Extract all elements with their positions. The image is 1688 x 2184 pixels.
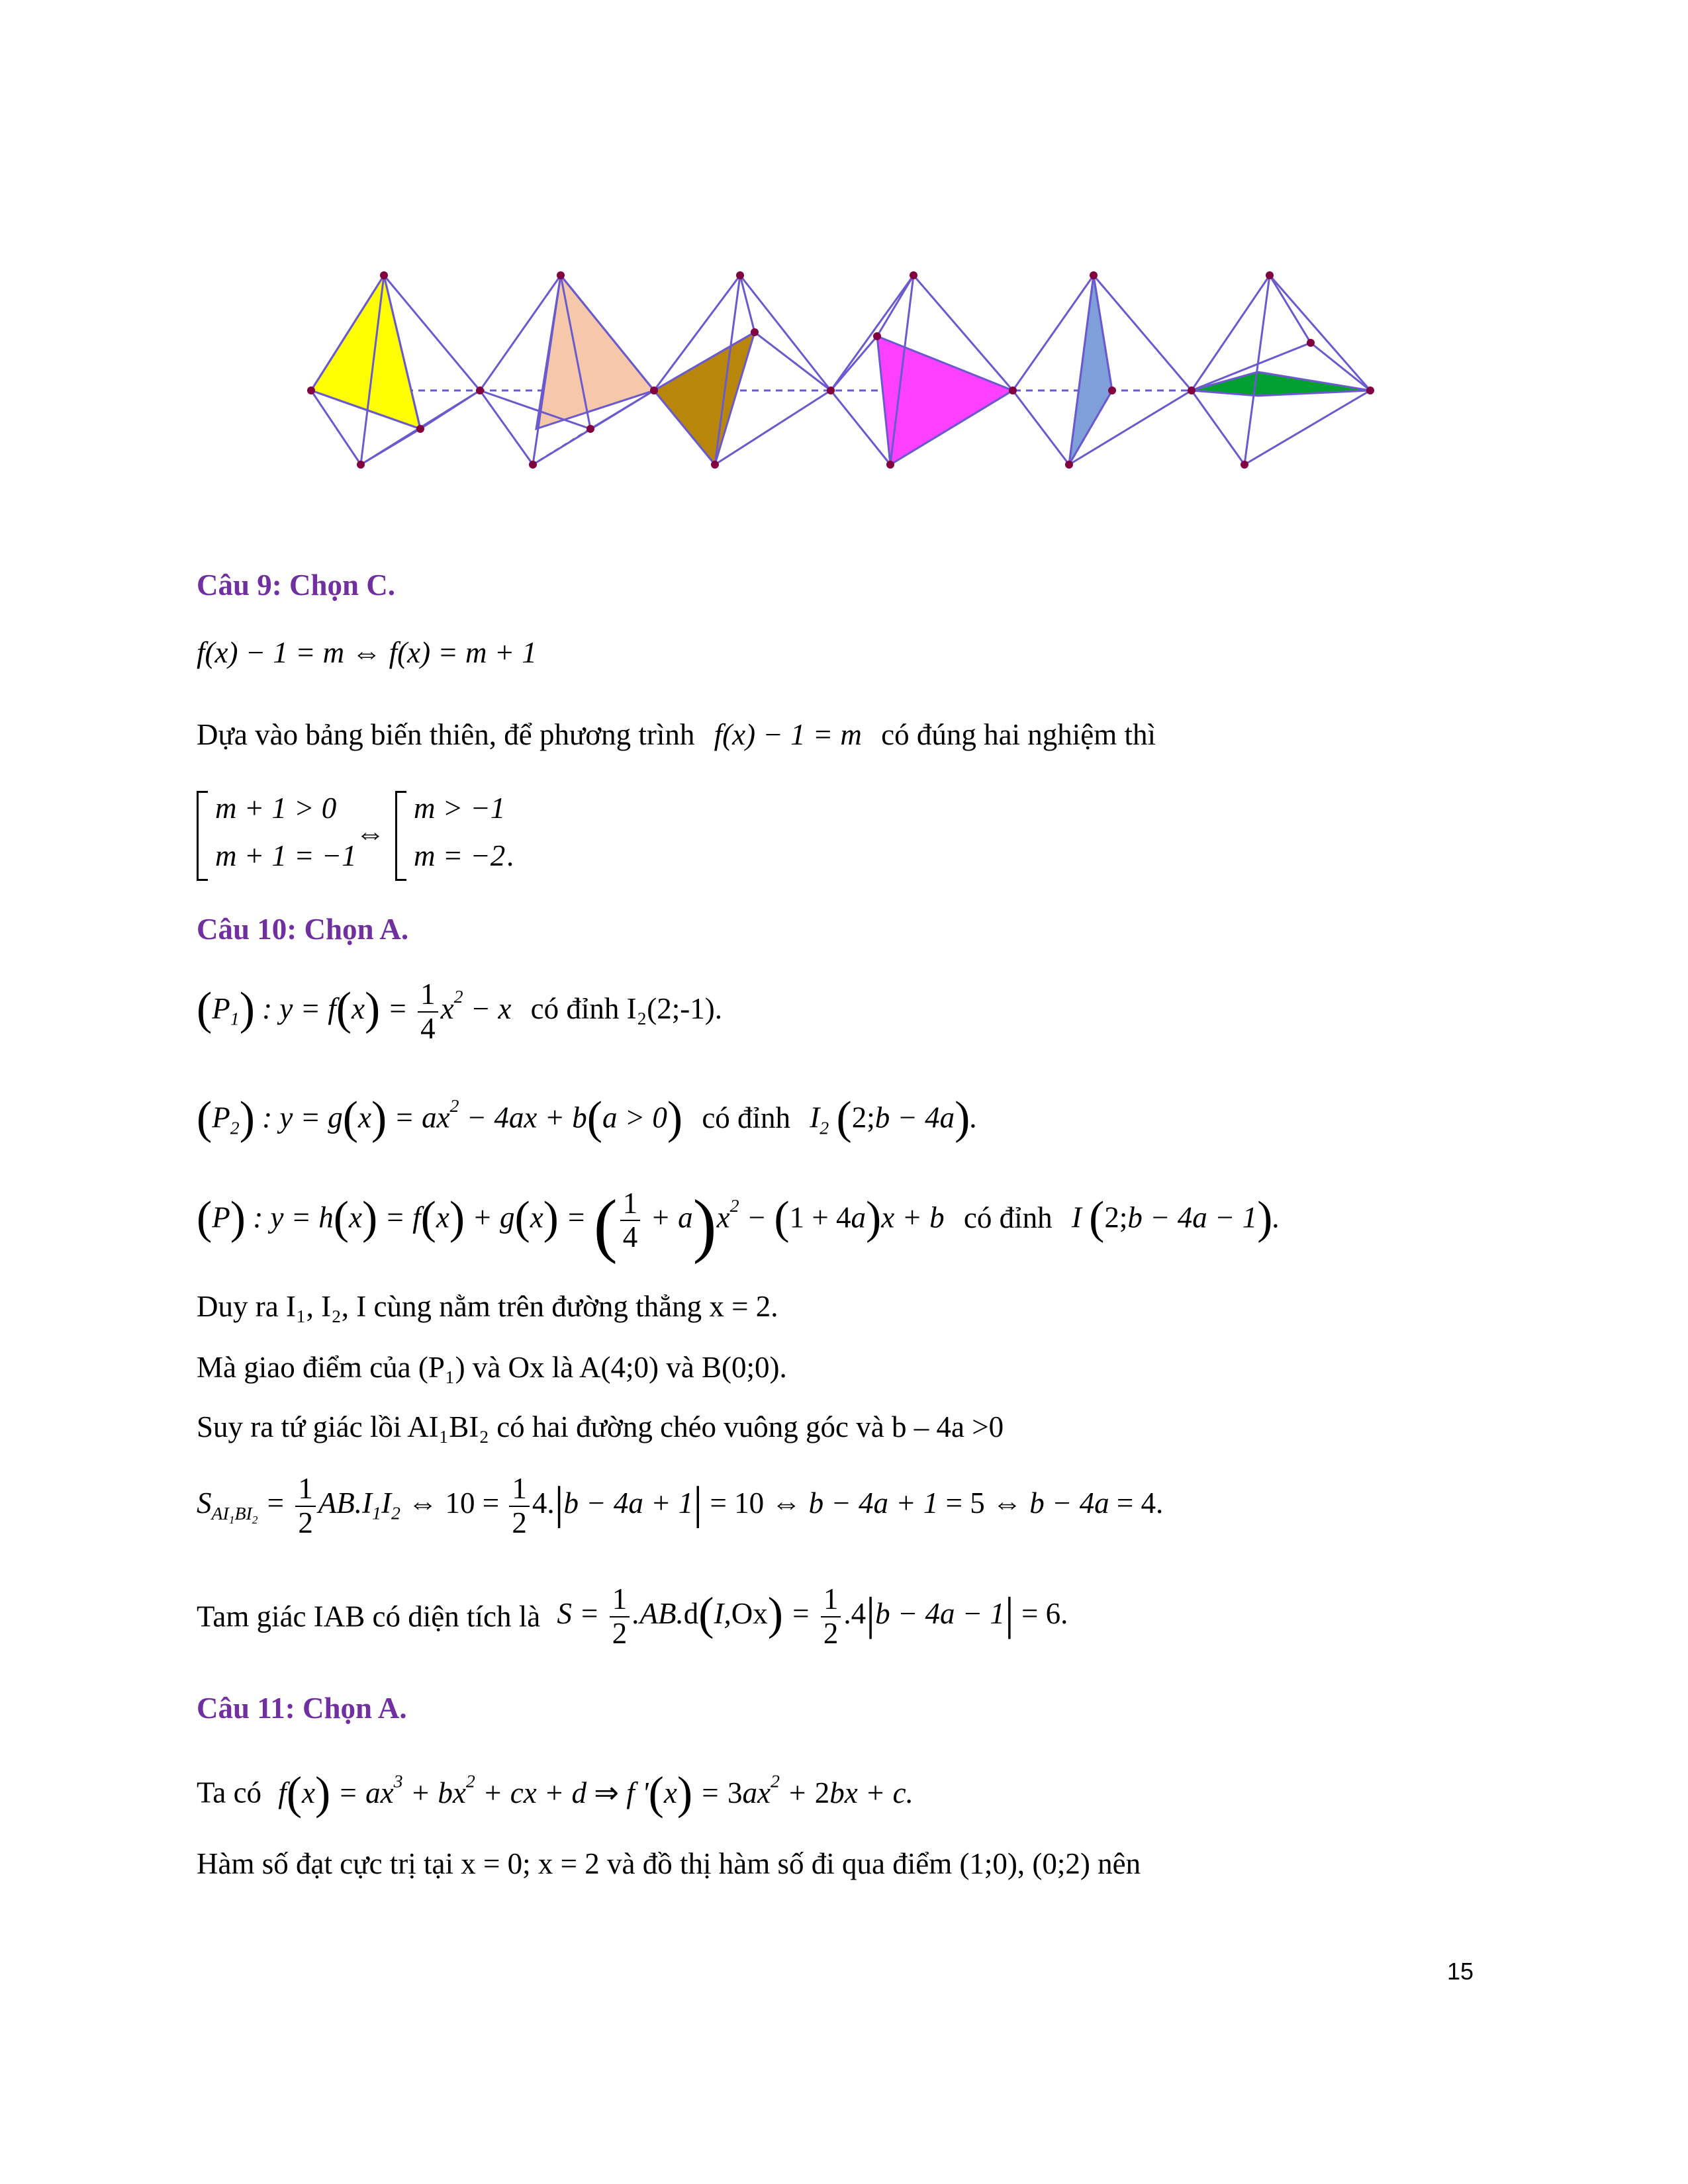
q10-line5: Mà giao điểm của (P₁) và Ox là A(4;0) và B(0;0). [197,1351,787,1384]
octahedron-1 [311,275,480,465]
q9-heading: Câu 9: Chọn C. [197,569,396,602]
q10-area-equation: $S_{AI_1BI_2}$ = $\frac{1}{2}$ $AB.I_1I_2$ ⇔ 10 = $\frac{1}{2}$ 4.|b − 4a + 1| = 10 ⇔ b − 4a + 1 = 5 ⇔ b − 4a = 4. [197,1472,1164,1539]
octahedron-2 [480,275,654,465]
octahedron-3 [654,275,831,465]
q11-line1: Ta có $f(x) = ax^3 + bx^2$ + cx + d ⇒ f '$(x) = 3ax^2 + 2bx + c$. [197,1768,914,1819]
section-brown [654,332,755,465]
section-peach [536,275,654,429]
q9-eq-inline: f(x) − 1 = m [714,718,862,751]
q10-line6: Suy ra tứ giác lồi AI₁BI₂ có hai đường chéo vuông góc và b – 4a >0 [197,1410,1004,1443]
q11-line2: Hàm số đạt cực trị tại x = 0; x = 2 và đồ thị hàm số đi qua điểm (1;0), (0;2) nên [197,1847,1141,1880]
q10-heading: Câu 10: Chọn A. [197,913,409,946]
q9-text1: Dựa vào bảng biến thiên, để phương trình f(x) − 1 = m có đúng hai nghiệm thì [197,718,1156,751]
q10-p2-equation: $(P_2)$ : $y = g(x) = ax^2 - 4ax + b(a > 0)$ có đỉnh $I_2$ (2;b − 4a). [197,1093,978,1144]
q10-p1-equation: $(P_1)$ : y = f(x) = $\frac{1}{4}$ $x^2 - x$ có đỉnh I₂(2;-1). [197,978,722,1045]
octahedron-6 [1192,275,1370,465]
q10-line4: Duy ra I₁, I₂, I cùng nằm trên đường thẳng x = 2. [197,1290,778,1323]
octahedron-5 [1013,275,1192,465]
octahedra-figure [291,258,1403,483]
q11-heading: Câu 11: Chọn A. [197,1692,407,1725]
octahedron-4 [831,275,1013,465]
q9-eq1: f(x) − 1 = m ⇔ f(x) = m + 1 [197,636,537,669]
section-green [1192,372,1370,396]
q10-p-equation: (P) : y = h(x) = f(x) + g(x) = ( $\frac{1}{4}$ + $a)x^2 - (1 + 4a)x + b$ có đỉnh I (2;b − 4a − 1). [197,1186,1280,1265]
page-number: 15 [1447,1958,1474,1985]
q10-triangle-area: Tam giác IAB có diện tích là S = $\frac{1}{2}$ .AB.d(I,Ox) = $\frac{1}{2}$ .4|b − 4a − 1| = 6. [197,1582,1068,1650]
